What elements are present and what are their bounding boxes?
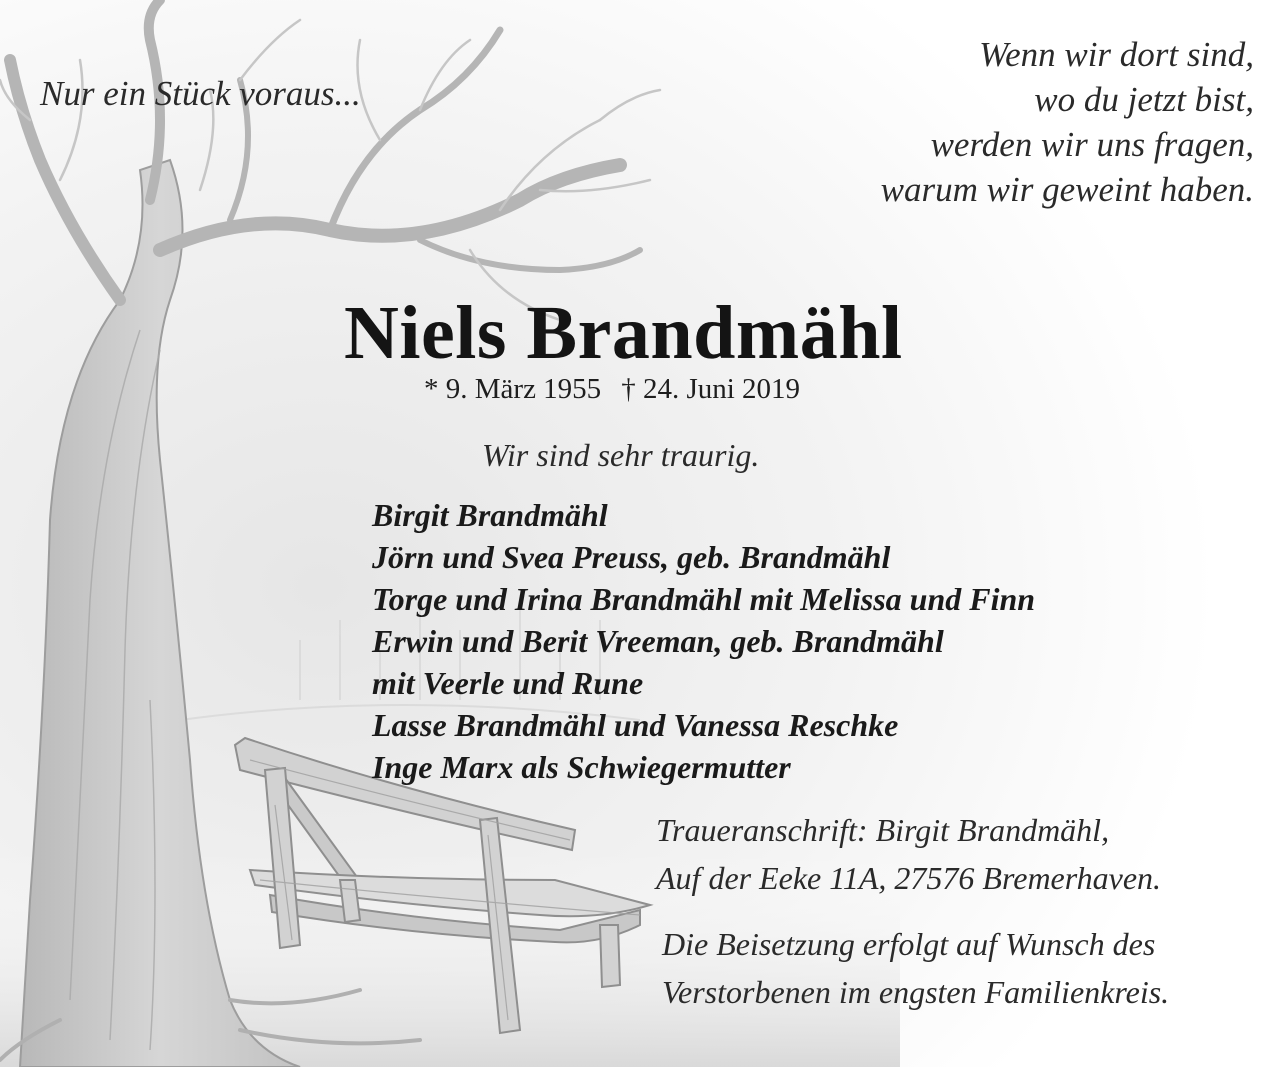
burial-line: Die Beisetzung erfolgt auf Wunsch des xyxy=(662,926,1156,962)
mourner-line: Jörn und Svea Preuss, geb. Brandmähl xyxy=(372,539,891,575)
address-line: Traueranschrift: Birgit Brandmähl, xyxy=(656,812,1110,848)
motto-text: Nur ein Stück voraus... xyxy=(40,74,361,113)
mourner-line: Torge und Irina Brandmähl mit Melissa und Finn xyxy=(372,581,1036,617)
mourner-line: Inge Marx als Schwiegermutter xyxy=(372,749,791,785)
mourner-line: Birgit Brandmähl xyxy=(372,497,608,533)
address-line: Auf der Eeke 11A, 27576 Bremerhaven. xyxy=(656,860,1162,896)
death-date: † 24. Juni 2019 xyxy=(621,373,801,405)
burial-line: Verstorbenen im engsten Familienkreis. xyxy=(662,974,1170,1010)
poem-line: Wenn wir dort sind, xyxy=(979,35,1254,74)
mourning-address xyxy=(656,806,1161,902)
mourner-line: mit Veerle und Rune xyxy=(372,665,644,701)
poem-line: wo du jetzt bist, xyxy=(1034,80,1254,119)
poem-line: werden wir uns fragen, xyxy=(930,125,1254,164)
birth-date: * 9. März 1955 xyxy=(424,373,602,405)
mourner-line: Lasse Brandmähl und Vanessa Reschke xyxy=(372,707,899,743)
sentiment-text: Wir sind sehr traurig. xyxy=(482,437,760,473)
mourners-list xyxy=(372,494,1035,788)
poem xyxy=(881,32,1254,212)
mourner-line: Erwin und Berit Vreeman, geb. Brandmähl xyxy=(372,623,944,659)
life-dates xyxy=(424,373,800,406)
deceased-name: Niels Brandmähl xyxy=(344,291,903,375)
burial-notice xyxy=(662,920,1169,1016)
poem-line: warum wir geweint haben. xyxy=(880,170,1254,209)
